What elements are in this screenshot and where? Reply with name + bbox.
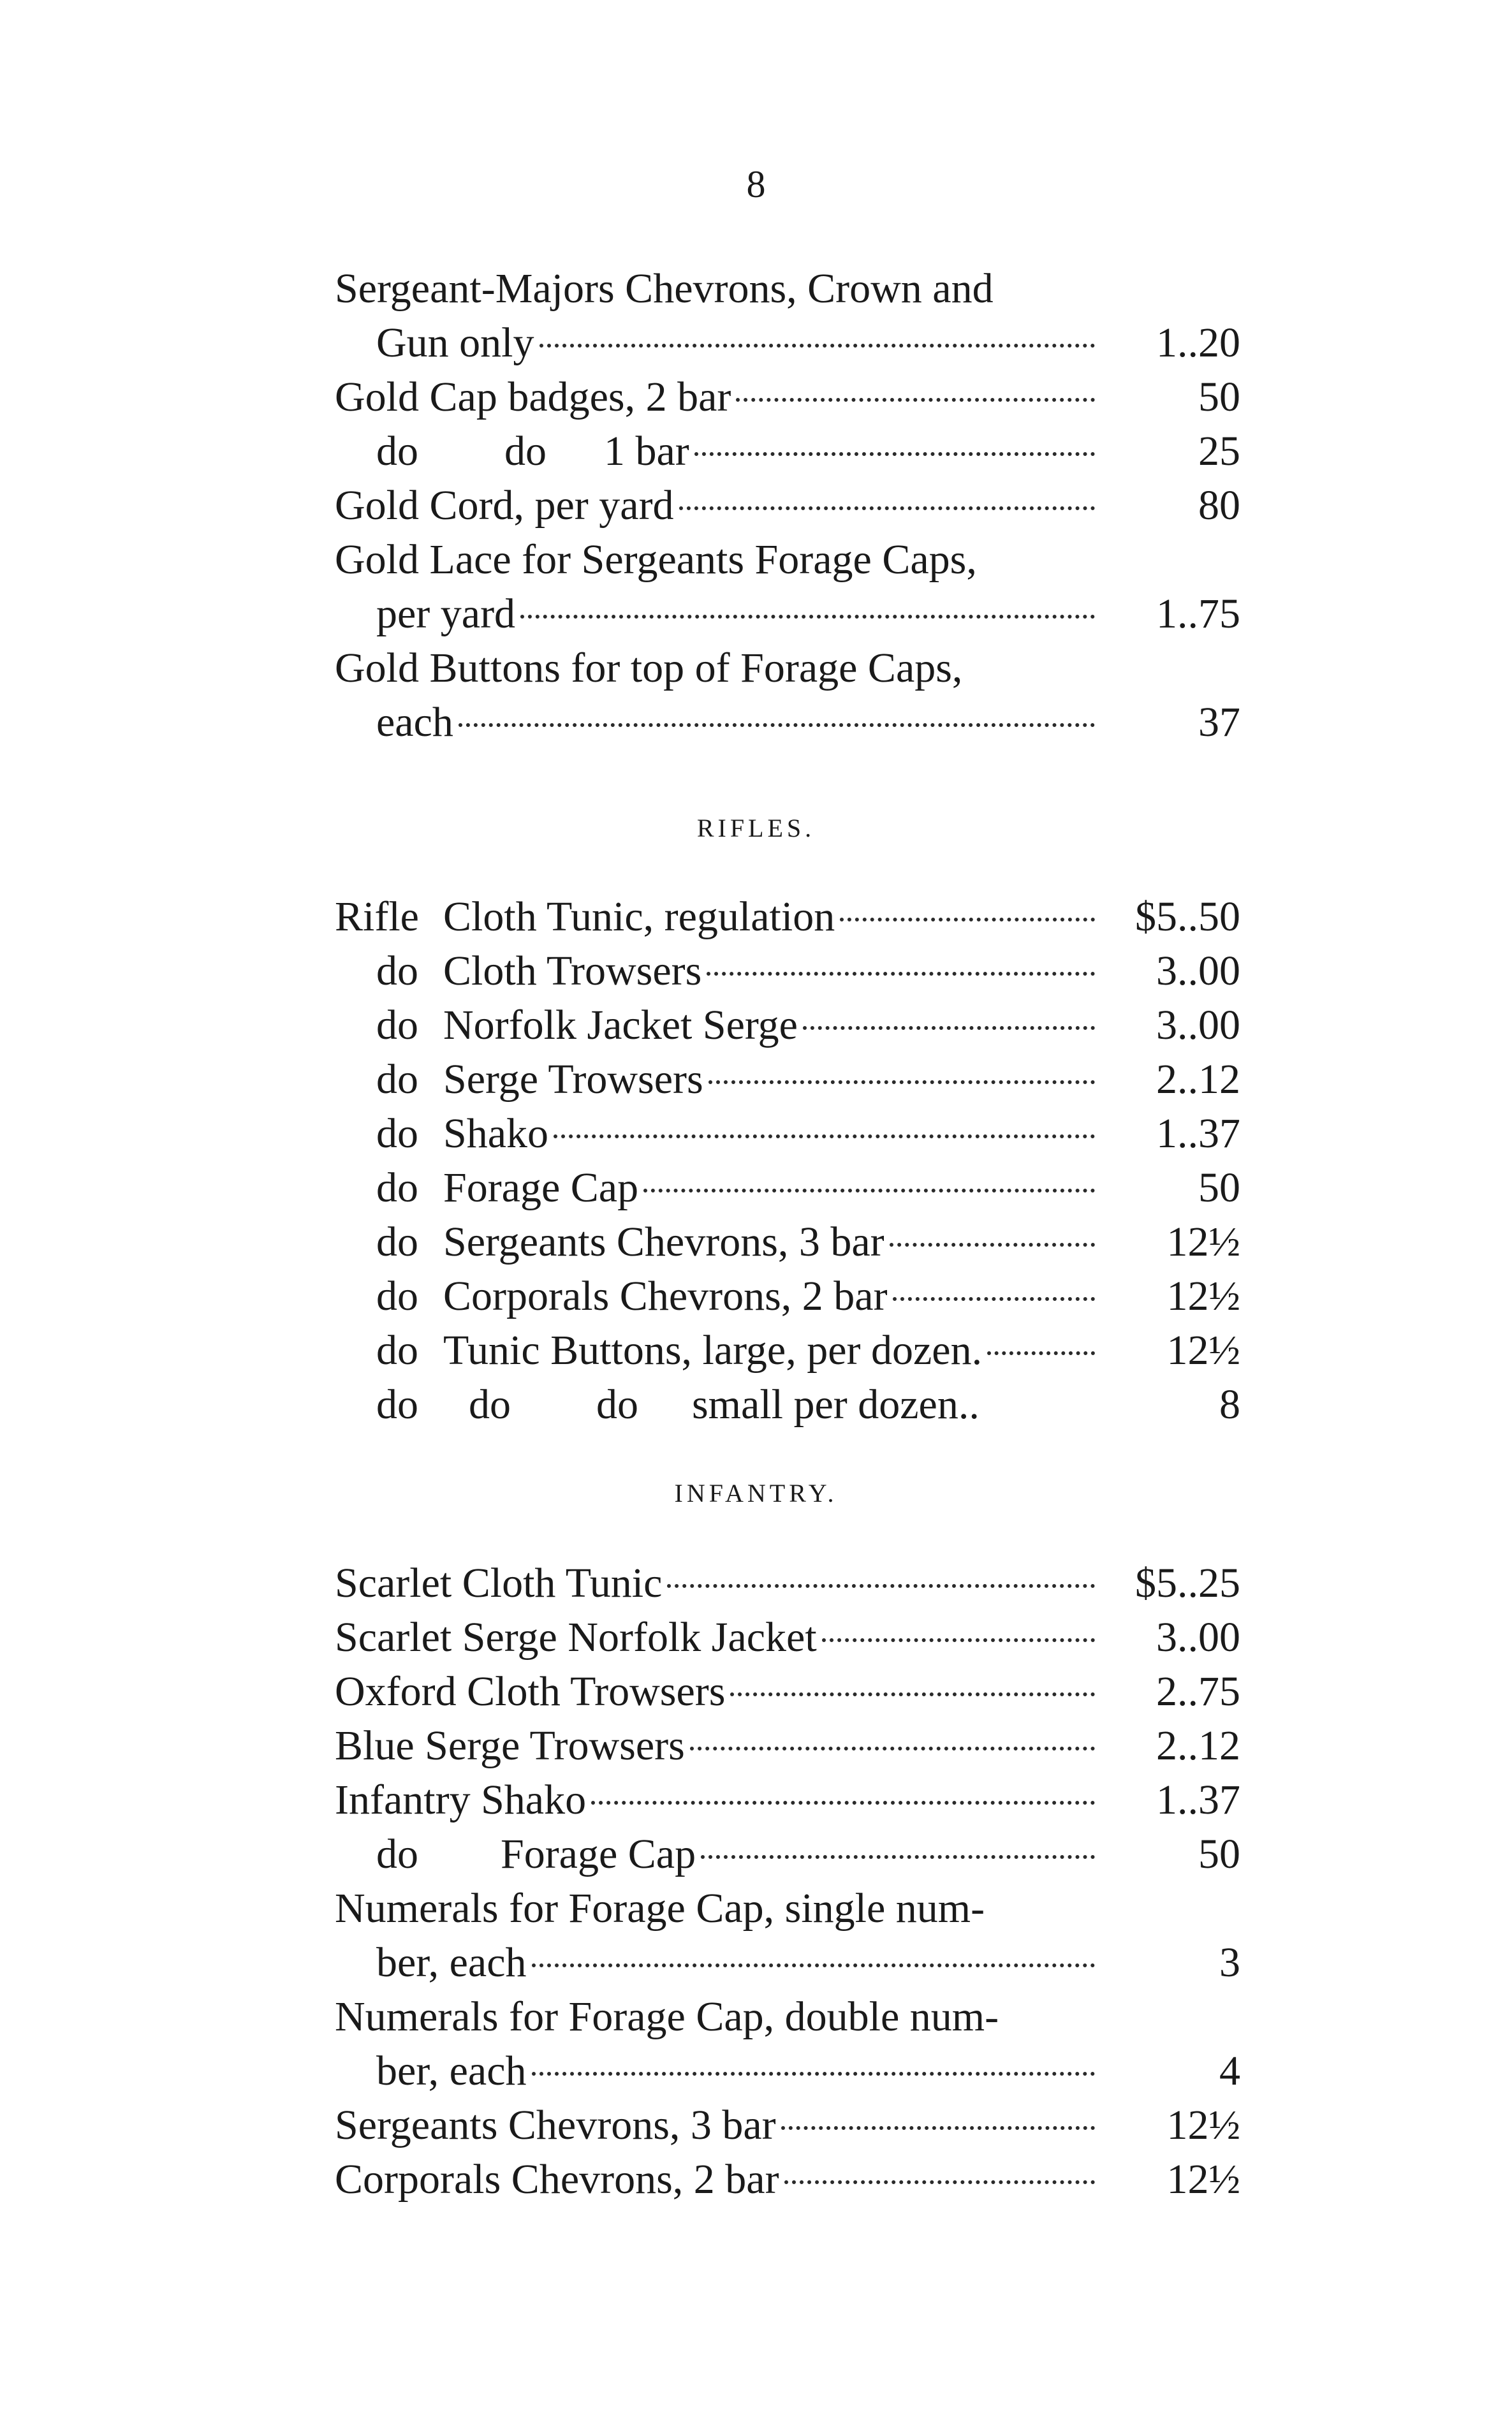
leader-dots xyxy=(701,1855,1095,1859)
list-item: Gold Buttons for top of Forage Caps, xyxy=(335,645,963,691)
price: 1..75 xyxy=(1156,591,1240,637)
list-item: do Serge Trowsers 2..12 xyxy=(335,1052,1240,1106)
price: 1..20 xyxy=(1156,319,1240,366)
price: 4 xyxy=(1219,2048,1240,2094)
leader-dots xyxy=(707,972,1095,976)
leader-dots xyxy=(667,1584,1095,1588)
price: 1..37 xyxy=(1156,1110,1240,1157)
list-item: Infantry Shako 1..37 xyxy=(335,1773,1240,1827)
rifles-list xyxy=(335,890,1240,1432)
price: 25 xyxy=(1198,428,1240,474)
leader-dots xyxy=(784,2180,1095,2184)
list-item: ber, each 4 xyxy=(335,2044,1240,2098)
price: 50 xyxy=(1198,1831,1240,1877)
price: 2..12 xyxy=(1156,1722,1240,1769)
price: 2..75 xyxy=(1156,1668,1240,1715)
leader-dots xyxy=(520,615,1095,619)
page-number: 8 xyxy=(746,163,766,205)
list-item: per yard 1..75 xyxy=(335,587,1240,641)
leader-dots xyxy=(532,1963,1095,1967)
list-item: Sergeants Chevrons, 3 bar 12½ xyxy=(335,2098,1240,2152)
list-item: do do do small per dozen.. 8 xyxy=(335,1377,1240,1432)
list-item: do Cloth Trowsers 3..00 xyxy=(335,944,1240,998)
price: 12½ xyxy=(1166,2102,1240,2148)
list-item: Gold Lace for Sergeants Forage Caps, xyxy=(335,536,977,583)
leader-dots xyxy=(840,918,1095,921)
gold-items-list xyxy=(335,261,1240,749)
list-item: Numerals for Forage Cap, single num- xyxy=(335,1885,985,1932)
price: $5..50 xyxy=(1135,893,1240,940)
leader-dots xyxy=(730,1692,1095,1696)
price: 2..12 xyxy=(1156,1056,1240,1103)
list-item: do do 1 bar 25 xyxy=(335,424,1240,478)
list-item: Gold Cap badges, 2 bar 50 xyxy=(335,370,1240,424)
list-item: do Tunic Buttons, large, per dozen. 12½ xyxy=(335,1323,1240,1377)
price: 50 xyxy=(1198,1164,1240,1211)
leader-dots xyxy=(781,2126,1095,2130)
price: 12½ xyxy=(1166,2156,1240,2203)
infantry-heading: INFANTRY. xyxy=(674,1479,838,1508)
list-item: each 37 xyxy=(335,695,1240,749)
list-item: do Shako 1..37 xyxy=(335,1106,1240,1161)
leader-dots xyxy=(694,452,1095,456)
price: 3..00 xyxy=(1156,1614,1240,1661)
leader-dots xyxy=(539,344,1096,348)
leader-dots xyxy=(822,1638,1095,1642)
price: 12½ xyxy=(1166,1327,1240,1374)
leader-dots xyxy=(643,1189,1095,1192)
rifles-heading: RIFLES. xyxy=(696,814,816,842)
list-item: Numerals for Forage Cap, double num- xyxy=(335,1993,999,2040)
price: 80 xyxy=(1198,482,1240,529)
price: 50 xyxy=(1198,374,1240,420)
price: 1..37 xyxy=(1156,1777,1240,1823)
list-item: do Forage Cap 50 xyxy=(335,1161,1240,1215)
leader-dots xyxy=(803,1026,1095,1030)
list-item: do Norfolk Jacket Serge 3..00 xyxy=(335,998,1240,1052)
leader-dots xyxy=(736,398,1095,402)
list-item: Sergeant-Majors Chevrons, Crown and xyxy=(335,265,994,312)
list-item: Scarlet Cloth Tunic $5..25 xyxy=(335,1556,1240,1610)
list-item: Blue Serge Trowsers 2..12 xyxy=(335,1719,1240,1773)
list-item: Corporals Chevrons, 2 bar 12½ xyxy=(335,2152,1240,2206)
price: 3 xyxy=(1219,1939,1240,1986)
price: 3..00 xyxy=(1156,948,1240,994)
leader-dots xyxy=(554,1134,1095,1138)
list-item: Gun only 1..20 xyxy=(335,316,1240,370)
list-item: Oxford Cloth Trowsers 2..75 xyxy=(335,1664,1240,1719)
price: 12½ xyxy=(1166,1273,1240,1319)
leader-dots xyxy=(532,2072,1095,2076)
list-item: do Corporals Chevrons, 2 bar 12½ xyxy=(335,1269,1240,1323)
leader-dots xyxy=(708,1080,1095,1084)
price: $5..25 xyxy=(1135,1560,1240,1606)
list-item: do Forage Cap 50 xyxy=(335,1827,1240,1881)
list-item: Scarlet Serge Norfolk Jacket 3..00 xyxy=(335,1610,1240,1664)
list-item: Gold Cord, per yard 80 xyxy=(335,478,1240,532)
price: 37 xyxy=(1198,699,1240,745)
infantry-list xyxy=(335,1556,1240,2206)
leader-dots xyxy=(459,723,1095,727)
leader-dots xyxy=(987,1351,1095,1355)
price: 3..00 xyxy=(1156,1002,1240,1048)
list-item: ber, each 3 xyxy=(335,1935,1240,1990)
leader-dots xyxy=(893,1297,1095,1301)
list-item: Rifle Cloth Tunic, regulation $5..50 xyxy=(335,890,1240,944)
leader-dots xyxy=(591,1801,1095,1805)
leader-dots xyxy=(890,1243,1095,1247)
price: 12½ xyxy=(1166,1219,1240,1265)
leader-dots xyxy=(679,506,1095,510)
list-item: do Sergeants Chevrons, 3 bar 12½ xyxy=(335,1215,1240,1269)
leader-dots xyxy=(690,1747,1095,1750)
price: 8 xyxy=(1219,1381,1240,1428)
